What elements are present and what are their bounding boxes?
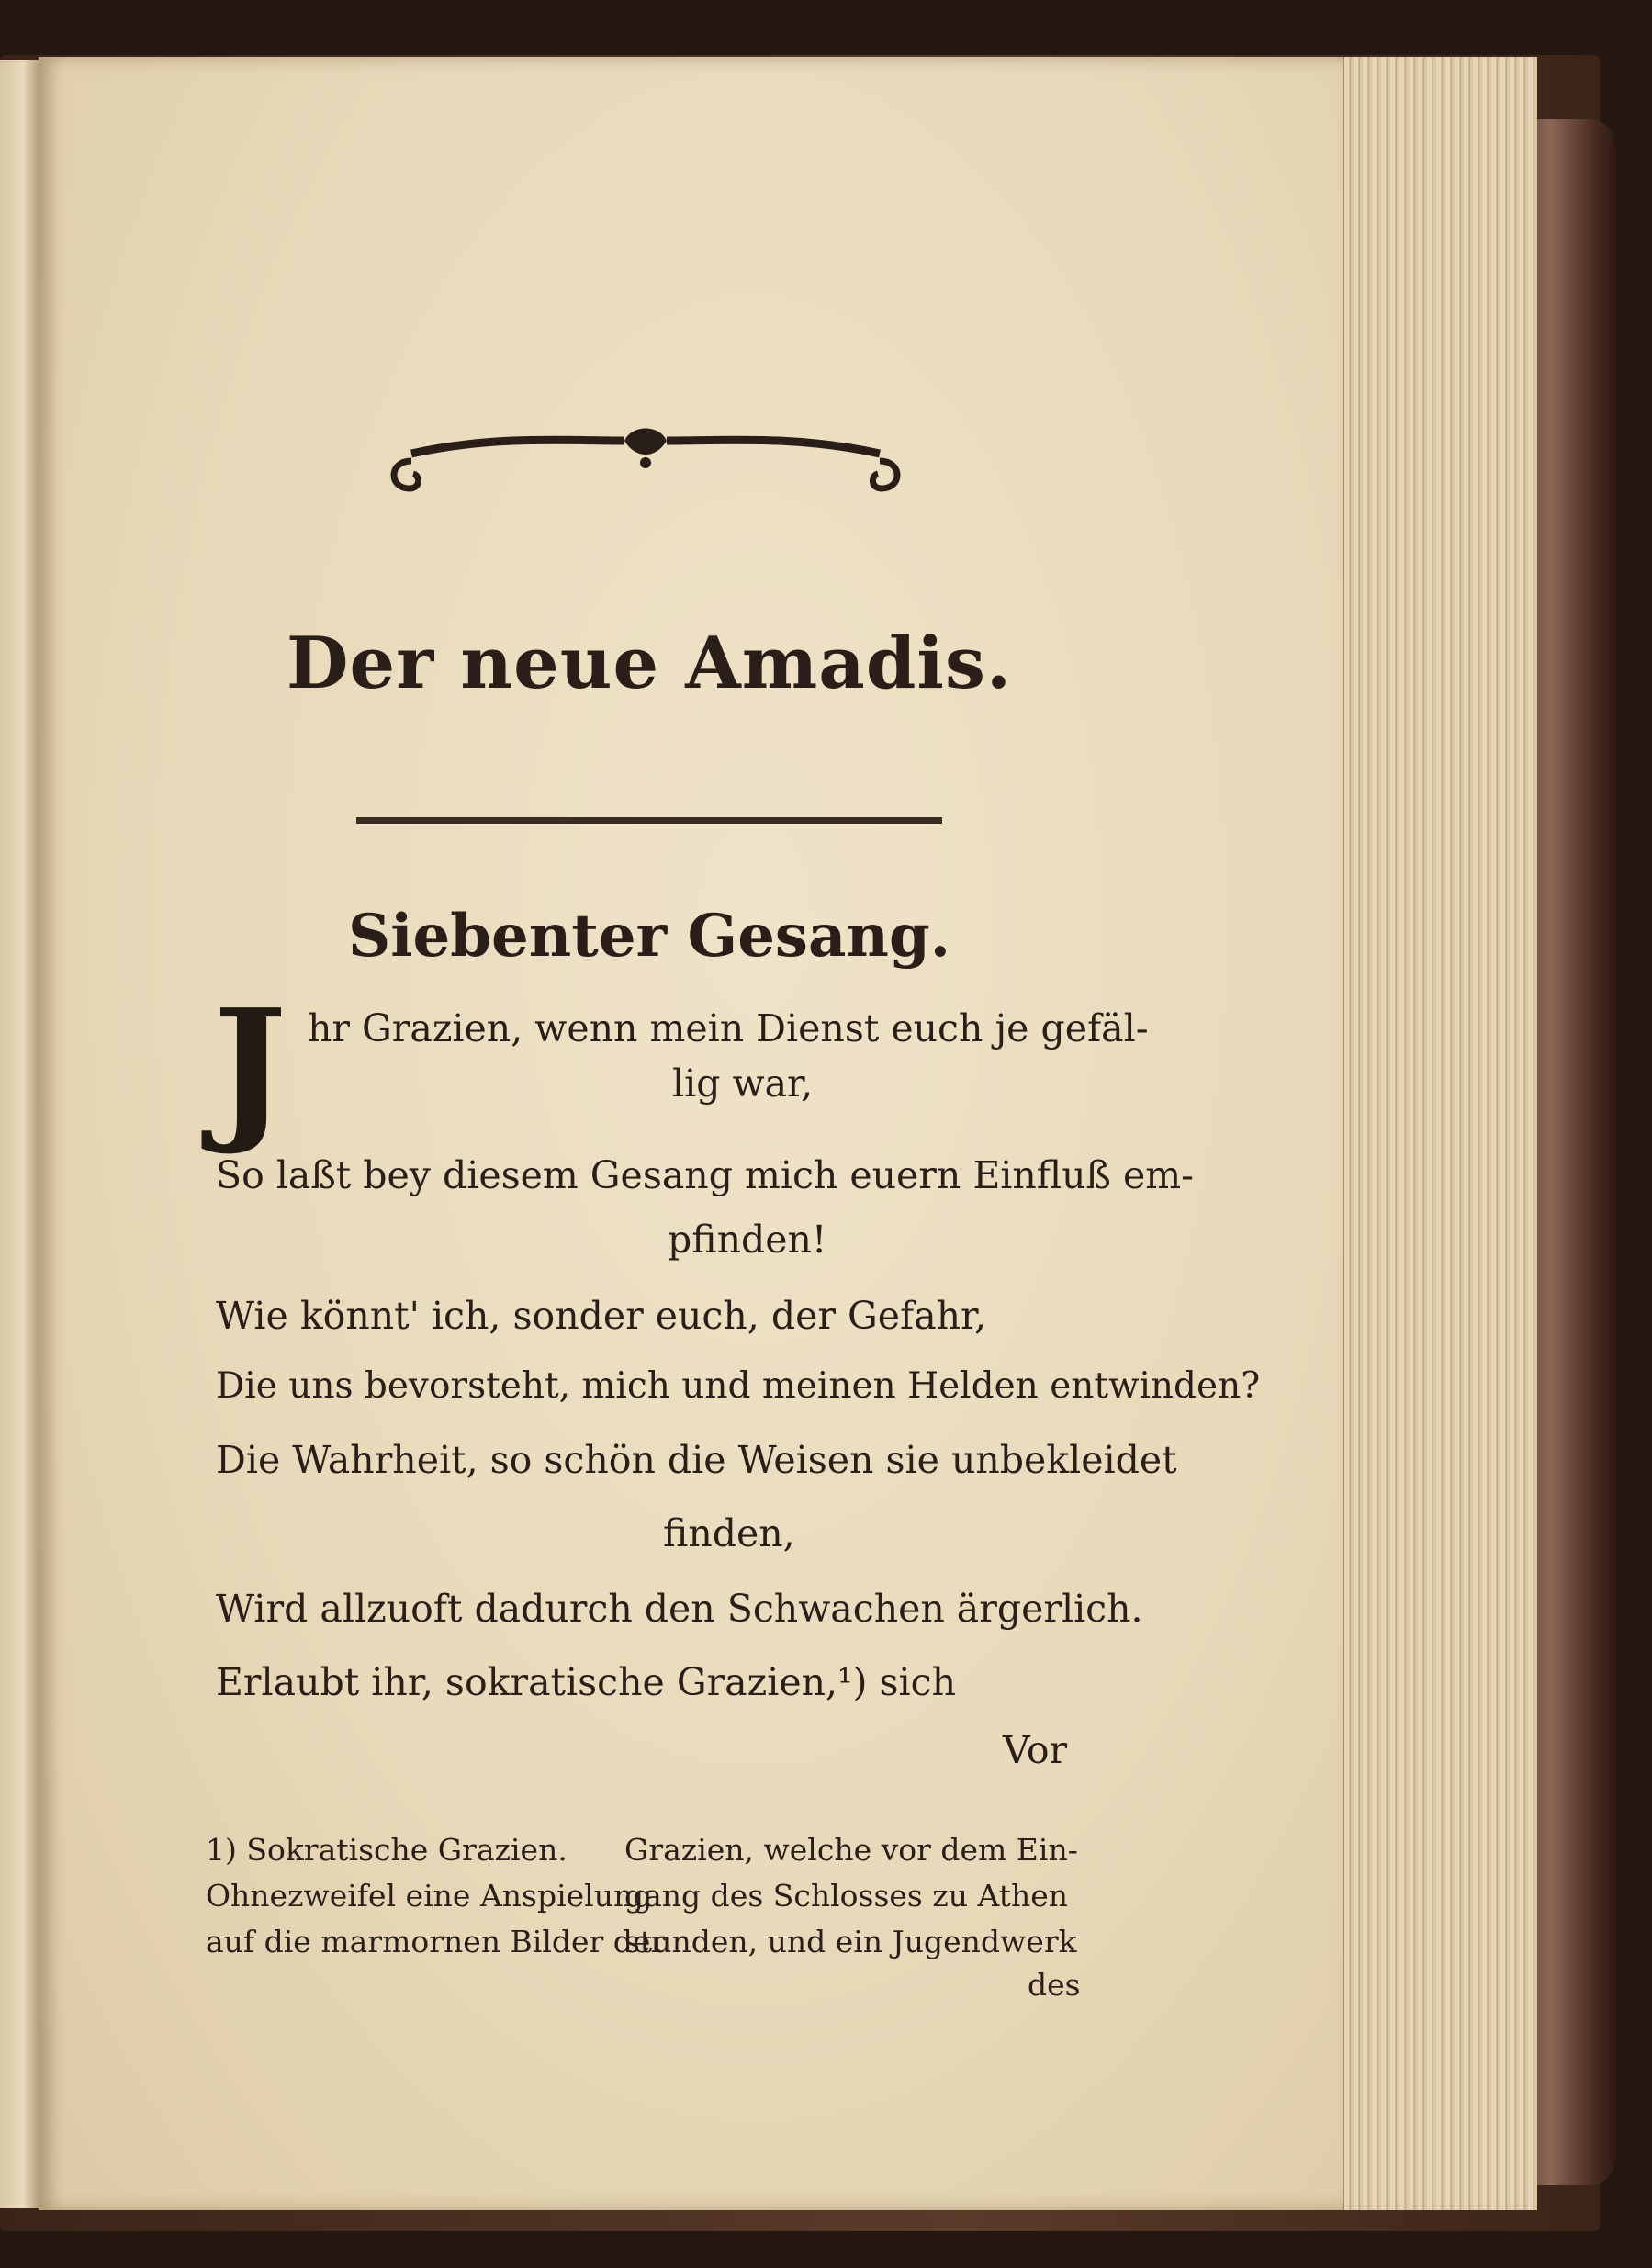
verse-line: Wird allzuoft dadurch den Schwachen ärgerlich. <box>216 1587 1143 1631</box>
footnote-line: Ohnezweifel eine Anspielung <box>206 1878 653 1914</box>
title-rule <box>356 817 942 824</box>
catchword: Vor <box>1003 1728 1068 1772</box>
footnote-column-1 <box>206 1829 665 1967</box>
footnote-line: 1) Sokratische Grazien. <box>206 1832 568 1868</box>
verse-line: pfinden! <box>668 1218 827 1262</box>
footnote-column-2 <box>624 1829 1078 1967</box>
footnote-line: auf die marmornen Bilder der <box>206 1924 666 1959</box>
verse-line: Wie könnt' ich, sonder euch, der Gefahr, <box>216 1294 987 1338</box>
verse-line: hr Grazien, wenn mein Dienst euch je gefäl- <box>308 1006 1149 1050</box>
verse-line: Die Wahrheit, so schön die Weisen sie unbekleidet <box>216 1438 1177 1482</box>
footnote-line: stunden, und ein Jugendwerk <box>624 1924 1077 1959</box>
verse-line: So laßt bey diesem Gesang mich euern Einfluß em- <box>216 1153 1194 1197</box>
canto-heading: Siebenter Gesang. <box>348 902 950 971</box>
verse-line: Erlaubt ihr, sokratische Grazien,¹) sich <box>216 1660 957 1704</box>
footnote-catchword: des <box>1028 1967 1081 2003</box>
verse-line: lig war, <box>672 1061 814 1106</box>
ornament-icon <box>384 415 907 494</box>
footnote-line: gang des Schlosses zu Athen <box>624 1878 1069 1914</box>
poem-title: Der neue Amadis. <box>286 622 1013 705</box>
verse-line: finden, <box>663 1511 795 1555</box>
footnote-line: Grazien, welche vor dem Ein- <box>624 1832 1078 1868</box>
page-edges <box>1343 57 1537 2210</box>
drop-cap: J <box>213 975 287 1159</box>
book-page <box>39 57 1343 2210</box>
verse-line: Die uns bevorsteht, mich und meinen Helden entwinden? <box>216 1365 1261 1407</box>
left-page-edge <box>0 60 39 2208</box>
